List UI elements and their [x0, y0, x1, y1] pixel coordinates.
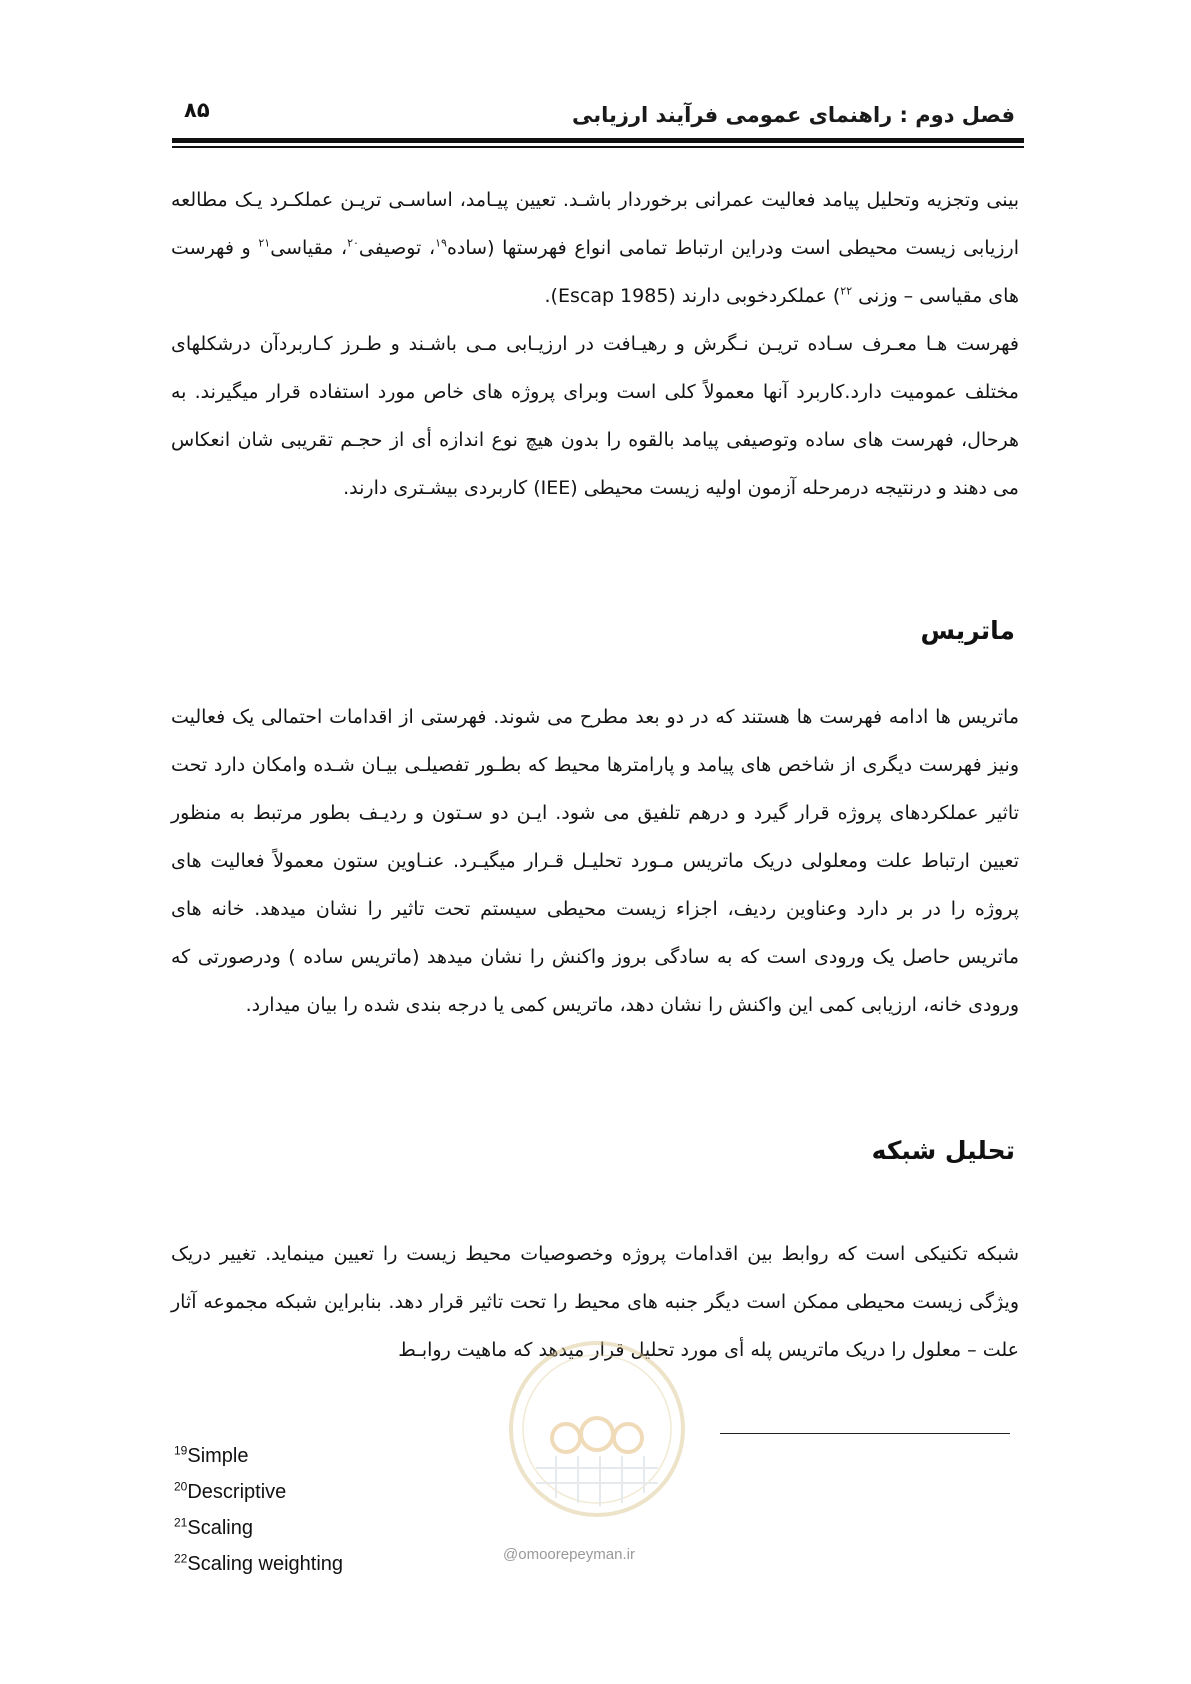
footnotes — [174, 1438, 343, 1582]
paragraph-checklists: فهرست هـا معـرف سـاده تریـن نـگرش و رهیـافت در ارزیـابی مـی باشـند و طـرز کـاربردآن درشکلهای مختلف عمومیت دارد.کاربرد آنها معمولاً کلی است وبرای پروژه های خاص مورد استفاده قرار میگیرند. به هرحال، فهرست های ساده وتوصیفی پیامد بالقوه را بدون هیچ نوع اندازه أی از حجـم تقریبی شان انعکاس می دهند و درنتیجه درمرحله آزمون اولیه زیست محیطی (IEE) کاربردی بیشـتری دارند. — [171, 333, 1019, 499]
footnote-ref-21: ۲۱ — [258, 236, 271, 250]
footnote-ref-19: ۱۹ — [435, 236, 447, 250]
footnote-ref-20: ۲۰ — [347, 236, 359, 250]
footnote-item: $^{21}$Scaling — [174, 1515, 253, 1539]
header-rule — [172, 138, 1024, 143]
heading-matrix: ماتریس — [920, 616, 1015, 645]
footnote-item: $^{20}$Descriptive — [174, 1479, 287, 1503]
heading-network-analysis: تحلیل شبکه — [871, 1136, 1015, 1165]
paragraph-intro: بینی وتجزیه وتحلیل پیامد فعالیت عمرانی برخوردار باشـد. تعیین پیـامد، اساسـی تریـن عملکـرد یـک مطالعه ارزیابی زیست محیطی است ودراین ارتباط تمامی انواع فهرستها (ساده$^{۱۹}$، توصیفی$^{۲۰}$، مقیاسی$^{۲۱}$ و فهرست های مقیاسی – وزنی $^{۲۲}$) عملکردخوبی دارند (Escap 1985). — [171, 189, 1020, 307]
footnote-ref-22: ۲۲ — [840, 284, 853, 298]
paragraph-network: شبکه تکنیکی است که روابط بین اقدامات پروژه وخصوصیات محیط زیست را تعیین مینماید. تغییر دریک ویژگی زیست محیطی ممکن است دیگر جنبه های محیط را تحت تاثیر قرار دهد. بنابراین شبکه مجموعه آثار علت – معلول را دریک ماتریس پله أی مورد تحلیل قرار میدهد که ماهیت روابـط — [171, 1243, 1019, 1361]
footnote-item: $^{22}$Scaling weighting — [174, 1551, 344, 1575]
page-number: ۸۵ — [184, 98, 210, 122]
paragraph-matrix: ماتریس ها ادامه فهرست ها هستند که در دو بعد مطرح می شوند. فهرستی از اقدامات احتمالی یک فعالیت ونیز فهرست دیگری از شاخص های پیامد و پارامترها محیط که بطـور تفصیلـی بیـان شـده وامکان دارد تحت تاثیر عملکردهای پروژه قرار گیرد و درهم تلفیق می شود. ایـن دو سـتون و ردیـف بطور مرتبط به منظور تعیین ارتباط علت ومعلولی دریک ماتریس مـورد تحلیـل قـرار میگیـرد. عنـاوین ستون معمولاً فعالیت های پروژه را در بر دارد وعناوین ردیف، اجزاء زیست محیطی سیستم تحت تاثیر را نشان میدهد. خانه های ماتریس حاصل یک ورودی است که به سادگی بروز واکنش را نشان میدهد (ماتریس ساده ) ودرصورتی که ورودی خانه، ارزیابی کمی این واکنش را نشان دهد، ماتریس کمی یا درجه بندی شده را بیان میدارد. — [171, 706, 1019, 1016]
watermark-site: @omoorepeyman.ir — [503, 1546, 635, 1563]
footnote-item: $^{19}$Simple — [174, 1443, 249, 1467]
footnote-divider — [720, 1433, 1010, 1434]
chapter-title: فصل دوم : راهنمای عمومی فرآیند ارزیابی — [571, 103, 1015, 127]
header-rule-thin — [172, 146, 1024, 148]
watermark-logo-icon — [506, 1338, 688, 1520]
